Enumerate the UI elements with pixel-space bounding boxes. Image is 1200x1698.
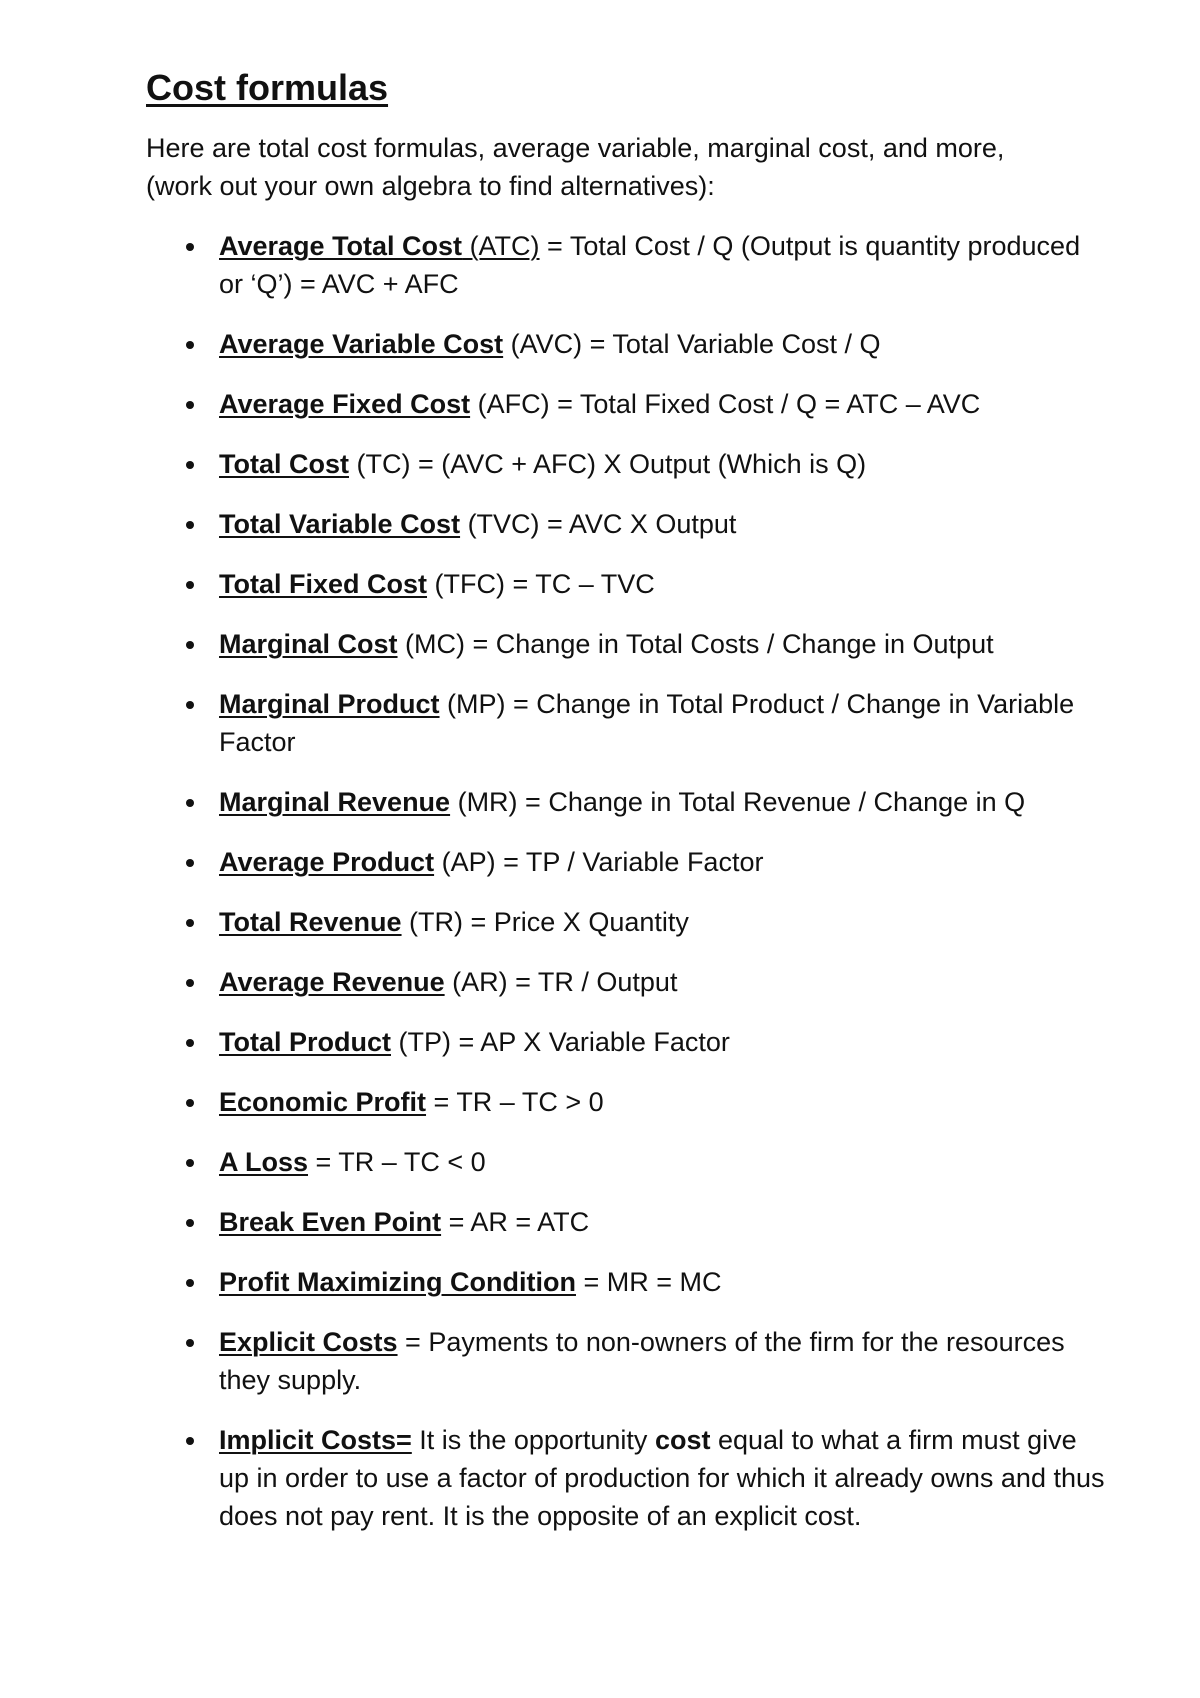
term-label: Total Variable Cost: [219, 509, 461, 540]
term-label: Break Even Point: [219, 1207, 442, 1238]
formula-text: (TR) = Price X Quantity: [401, 907, 689, 938]
list-item: [146, 325, 1106, 363]
term-label: Average Fixed Cost: [219, 389, 471, 420]
formula-text-continued: equal to what a firm must give up in order to use a factor of production for which it already owns and thus does not pay rent. It is the opposite of an explicit cost.: [219, 1425, 1105, 1532]
page-title: Cost formulas: [146, 67, 389, 108]
formula-text: = MR = MC: [575, 1267, 722, 1298]
bullet-icon: [186, 799, 194, 807]
term-label: Average Total Cost: [219, 231, 463, 262]
formula-text: (AFC) = Total Fixed Cost / Q = ATC – AVC: [470, 389, 981, 420]
term-label: Profit Maximizing Condition: [219, 1267, 576, 1298]
list-item: [146, 625, 1106, 663]
bullet-icon: [186, 641, 194, 649]
bullet-icon: [186, 919, 194, 927]
list-item: [146, 843, 1106, 881]
term-label: Total Product: [219, 1027, 391, 1058]
term-label: Average Product: [219, 847, 435, 878]
bullet-icon: [186, 461, 194, 469]
formula-text: (TP) = AP X Variable Factor: [391, 1027, 730, 1058]
term-label: Total Fixed Cost: [219, 569, 428, 600]
term-abbreviation: (ATC): [462, 231, 540, 262]
term-label: Economic Profit: [219, 1087, 427, 1118]
formula-text: = TR – TC > 0: [426, 1087, 604, 1118]
bullet-icon: [186, 581, 194, 589]
list-item: [146, 903, 1106, 941]
list-item: [146, 445, 1106, 483]
list-item: [146, 227, 1106, 303]
formula-text: = Total Cost / Q (Output is quantity produced or ‘Q’) = AVC + AFC: [219, 231, 1081, 300]
term-label: A Loss: [219, 1147, 309, 1178]
term-label: Marginal Product: [219, 689, 440, 720]
formula-text: (TC) = (AVC + AFC) X Output (Which is Q): [349, 449, 867, 480]
term-label: Total Revenue: [219, 907, 402, 938]
bullet-icon: [186, 1219, 194, 1227]
term-label: Explicit Costs: [219, 1327, 398, 1358]
formula-text: = AR = ATC: [441, 1207, 590, 1238]
formula-text: (AP) = TP / Variable Factor: [434, 847, 764, 878]
intro-paragraph: [146, 129, 1106, 205]
bullet-icon: [186, 1279, 194, 1287]
list-item: [146, 963, 1106, 1001]
bullet-icon: [186, 1039, 194, 1047]
formula-text: = TR – TC < 0: [308, 1147, 486, 1178]
list-item: [146, 1083, 1106, 1121]
intro-line-1: Here are total cost formulas, average variable, marginal cost, and more,: [146, 133, 1005, 164]
emphasis-text: cost: [654, 1425, 711, 1456]
formula-list: [146, 227, 1106, 1535]
bullet-icon: [186, 401, 194, 409]
formula-text: (AVC) = Total Variable Cost / Q: [503, 329, 881, 360]
formula-text: (AR) = TR / Output: [444, 967, 678, 998]
list-item: [146, 1263, 1106, 1301]
bullet-icon: [186, 701, 194, 709]
formula-text: (MC) = Change in Total Costs / Change in Output: [397, 629, 994, 660]
list-item: [146, 1323, 1106, 1399]
bullet-icon: [186, 341, 194, 349]
formula-text: (MP) = Change in Total Product / Change in Variable Factor: [219, 689, 1075, 758]
list-item: [146, 565, 1106, 603]
list-item: [146, 1421, 1106, 1535]
term-label: Total Cost: [219, 449, 349, 480]
term-label: Average Revenue: [219, 967, 445, 998]
bullet-icon: [186, 859, 194, 867]
bullet-icon: [186, 1339, 194, 1347]
formula-text: It is the opportunity: [411, 1425, 655, 1456]
formula-text: = Payments to non-owners of the firm for the resources they supply.: [219, 1327, 1065, 1396]
bullet-icon: [186, 1437, 194, 1445]
bullet-icon: [186, 521, 194, 529]
term-label: Marginal Revenue: [219, 787, 451, 818]
bullet-icon: [186, 1159, 194, 1167]
list-item: [146, 783, 1106, 821]
term-label: Marginal Cost: [219, 629, 398, 660]
list-item: [146, 385, 1106, 423]
list-item: [146, 505, 1106, 543]
bullet-icon: [186, 243, 194, 251]
list-item: [146, 1203, 1106, 1241]
term-label: Implicit Costs=: [219, 1425, 412, 1456]
formula-text: (TVC) = AVC X Output: [460, 509, 737, 540]
list-item: [146, 1143, 1106, 1181]
document-page: [146, 66, 1106, 1557]
intro-line-2: (work out your own algebra to find alternatives):: [146, 171, 715, 202]
term-label: Average Variable Cost: [219, 329, 504, 360]
list-item: [146, 685, 1106, 761]
formula-text: (MR) = Change in Total Revenue / Change in Q: [450, 787, 1026, 818]
bullet-icon: [186, 1099, 194, 1107]
list-item: [146, 1023, 1106, 1061]
bullet-icon: [186, 979, 194, 987]
formula-text: (TFC) = TC – TVC: [427, 569, 655, 600]
